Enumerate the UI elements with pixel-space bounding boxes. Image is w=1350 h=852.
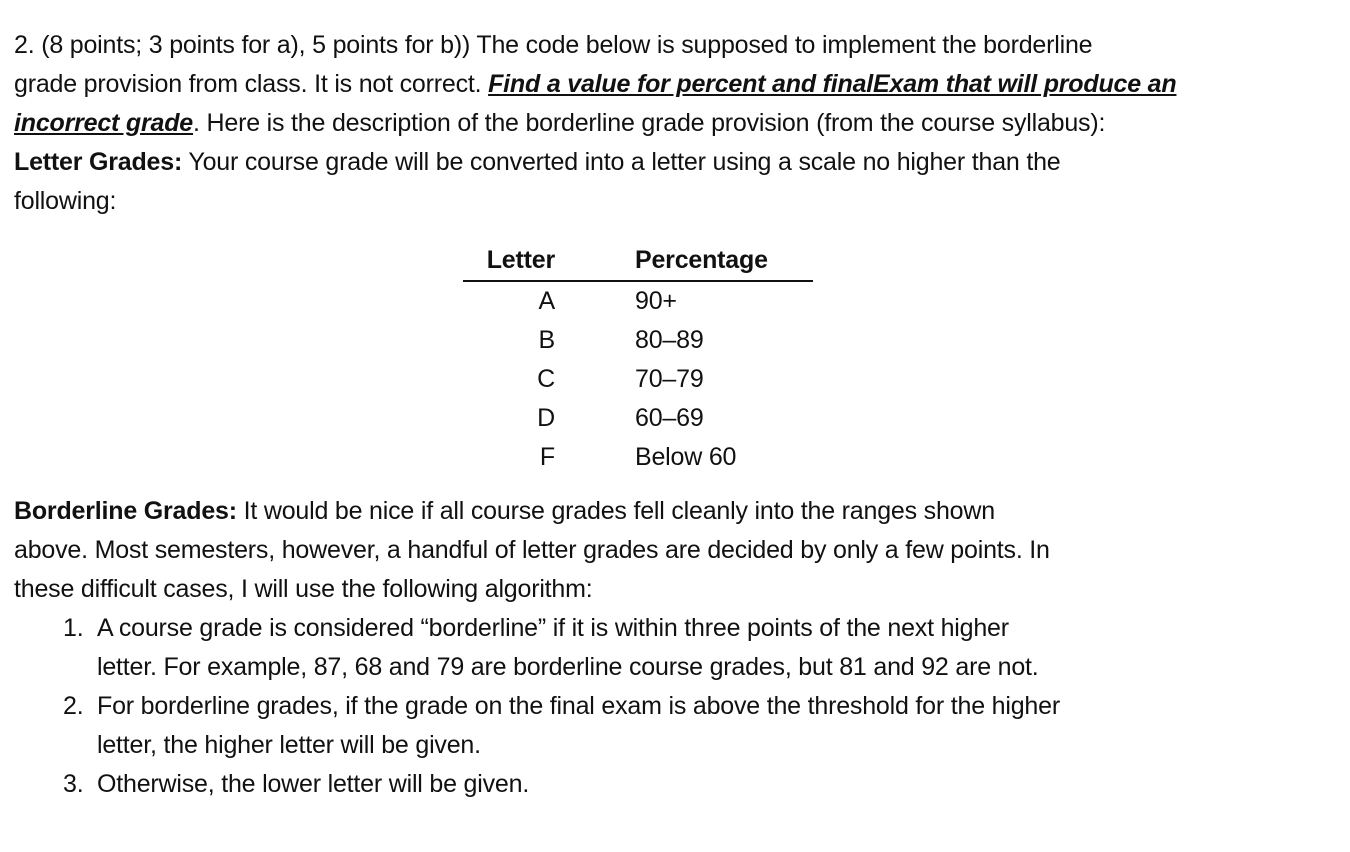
table-row xyxy=(463,399,813,438)
step-text: A course grade is considered “borderline” if it is within three points of the next higher xyxy=(97,614,1009,643)
cell-letter: C xyxy=(537,365,555,394)
intro-line-1 xyxy=(14,26,1334,65)
intro-line-3 xyxy=(14,104,1334,143)
document-page xyxy=(14,26,1334,804)
table-row xyxy=(463,281,813,321)
table-row xyxy=(463,438,813,477)
step-number: 2. xyxy=(63,691,84,720)
algorithm-steps-list xyxy=(14,609,1334,803)
cell-percentage: Below 60 xyxy=(635,443,737,472)
cell-percentage: 70–79 xyxy=(635,365,704,394)
borderline-text: above. Most semesters, however, a handful of letter grades are decided by only a few points. In xyxy=(14,536,1050,565)
header-letter: Letter xyxy=(463,240,555,281)
letter-grades-line-2 xyxy=(14,182,1334,221)
cell-percentage: 90+ xyxy=(635,287,677,316)
header-gap xyxy=(555,240,635,281)
borderline-line-3 xyxy=(14,570,1334,609)
grade-table-wrapper xyxy=(14,220,1334,492)
cell-letter: A xyxy=(538,287,555,316)
borderline-line-2 xyxy=(14,531,1334,570)
task-emphasis: incorrect grade xyxy=(14,108,194,137)
step-number: 3. xyxy=(63,769,84,798)
cell-letter: D xyxy=(537,404,555,433)
intro-line-2 xyxy=(14,65,1334,104)
list-item xyxy=(14,609,1334,687)
step-text: letter, the higher letter will be given. xyxy=(97,730,481,759)
intro-text: grade provision from class. It is not correct. xyxy=(14,69,489,98)
header-percentage: Percentage xyxy=(635,240,813,281)
task-emphasis: Find a value for percent and finalExam that will produce an xyxy=(488,69,1177,98)
intro-text: 2. (8 points; 3 points for a), 5 points for b)) The code below is supposed to implement the borderline xyxy=(14,31,1093,59)
cell-percentage: 80–89 xyxy=(635,326,704,355)
borderline-heading: Borderline Grades: xyxy=(14,497,237,526)
cell-percentage: 60–69 xyxy=(635,404,704,433)
table-header-row xyxy=(463,240,813,281)
step-text: letter. For example, 87, 68 and 79 are borderline course grades, but 81 and 92 are not. xyxy=(97,653,1039,682)
letter-grades-text: Your course grade will be converted into a letter using a scale no higher than the xyxy=(182,147,1061,176)
step-text: For borderline grades, if the grade on the final exam is above the threshold for the higher xyxy=(97,691,1060,720)
borderline-text: It would be nice if all course grades fell cleanly into the ranges shown xyxy=(236,497,995,526)
cell-letter: B xyxy=(538,326,555,355)
letter-grades-text: following: xyxy=(14,186,117,215)
letter-grades-line-1 xyxy=(14,143,1334,182)
list-item xyxy=(14,687,1334,765)
borderline-text: these difficult cases, I will use the following algorithm: xyxy=(14,575,593,604)
step-number: 1. xyxy=(63,614,84,643)
step-text: Otherwise, the lower letter will be given. xyxy=(97,769,530,798)
cell-letter: F xyxy=(539,443,555,472)
table-row xyxy=(463,321,813,360)
grade-scale-table xyxy=(463,240,813,477)
table-row xyxy=(463,360,813,399)
list-item xyxy=(14,765,1334,804)
intro-text: . Here is the description of the borderline grade provision (from the course syllabus): xyxy=(193,108,1106,137)
letter-grades-heading: Letter Grades: xyxy=(14,147,183,176)
borderline-line-1 xyxy=(14,492,1334,531)
